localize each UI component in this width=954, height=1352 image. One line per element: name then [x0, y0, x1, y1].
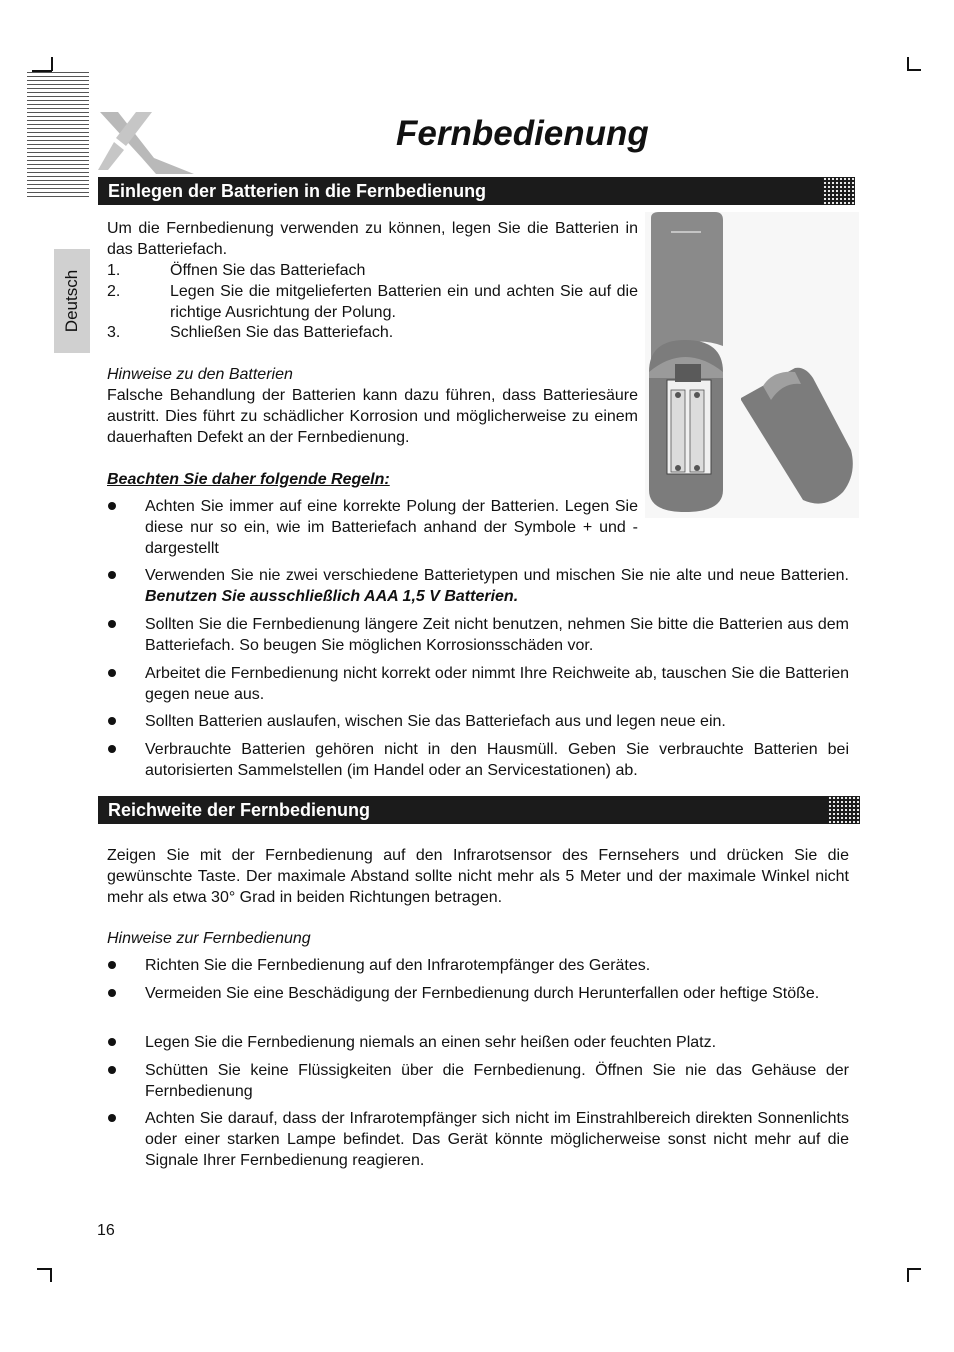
bullet-icon: [108, 502, 116, 510]
section-heading-batteries: [98, 177, 855, 205]
page-number: 16: [97, 1222, 115, 1239]
crop-mark-bottom-left-v: [50, 1268, 52, 1282]
remote-note: Richten Sie die Fernbedienung auf den Infrarotempfänger des Gerätes.: [145, 957, 651, 974]
crop-mark-top-right-h: [907, 69, 921, 71]
battery-rule: Arbeitet die Fernbedienung nicht korrekt oder nimmt Ihre Reichweite ab, tauschen Sie die Batterien gegen neue aus.: [145, 665, 849, 703]
language-tab: [54, 249, 90, 353]
remote-note: Legen Sie die Fernbedienung niemals an einen sehr heißen oder feuchten Platz.: [145, 1034, 717, 1051]
bullet-icon: [108, 620, 116, 628]
remote-notes-title: Hinweise zur Fernbedienung: [107, 930, 311, 947]
battery-rule: Verbrauchte Batterien gehören nicht in den Hausmüll. Geben Sie verbrauchte Batterien bei autorisierten Sammelstellen (im Handel oder an Servicestationen) ab.: [145, 741, 849, 779]
remote-note: Schütten Sie keine Flüssigkeiten über die Fernbedienung. Öffnen Sie nie das Gehäuse der Fernbedienung: [145, 1062, 849, 1100]
battery-notes-text: Falsche Behandlung der Batterien kann dazu führen, dass Batteriesäure austritt. Dies führt zu schädlicher Korrosion und möglicherweise zu einem dauerhaften Defekt an der Fernbedienung.: [107, 387, 638, 446]
bullet-icon: [108, 1114, 116, 1122]
bullet-icon: [108, 989, 116, 997]
x-logo-icon: [96, 108, 196, 176]
section1-intro: Um die Fernbedienung verwenden zu können, legen Sie die Batterien in das Batteriefach.: [107, 220, 638, 258]
crop-mark-bottom-right-v: [907, 1268, 909, 1282]
rules-title: Beachten Sie daher folgende Regeln:: [107, 471, 390, 488]
step-number: 1.: [107, 262, 121, 279]
step-number: 3.: [107, 324, 121, 341]
remote-note: Achten Sie darauf, dass der Infrarotempfänger sich nicht im Einstrahlbereich direkten Sonnenlichts oder einer starken Lampe befindet. Das Gerät könnte möglicherweise sonst nicht mehr auf die Signale Ihrer Fernbedienung reagieren.: [145, 1110, 849, 1169]
battery-notes-title: Hinweise zu den Batterien: [107, 366, 293, 383]
battery-rule: Sollten Sie die Fernbedienung längere Zeit nicht benutzen, nehmen Sie bitte die Batterien aus dem Batteriefach. So beugen Sie möglichen Korrosionsschäden vor.: [145, 616, 849, 654]
bullet-icon: [108, 1038, 116, 1046]
page-title: Fernbedienung: [396, 114, 649, 153]
section2-intro: Zeigen Sie mit der Fernbedienung auf den Infrarotsensor des Fernsehers und drücken Sie die gewünschte Taste. Der maximale Abstand sollte nicht mehr als 5 Meter und der maximale Winkel nicht mehr als etwa 30° Grad in beiden Richtungen betragen.: [107, 847, 849, 906]
remote-battery-illustration-icon: [645, 212, 859, 518]
bullet-icon: [108, 1066, 116, 1074]
bullet-icon: [108, 669, 116, 677]
bullet-icon: [108, 717, 116, 725]
language-tab-label: Deutsch: [62, 269, 81, 333]
battery-rule: Sollten Batterien auslaufen, wischen Sie das Batteriefach aus und legen neue ein.: [145, 713, 726, 730]
section-heading-batteries-label: Einlegen der Batterien in die Fernbedienung: [108, 181, 487, 201]
battery-rule-emphasis: Benutzen Sie ausschließlich AAA 1,5 V Batterien.: [145, 588, 519, 605]
battery-rule: Achten Sie immer auf eine korrekte Polung der Batterien. Legen Sie diese nur so ein, wie im Batteriefach anhand der Symbole + und - dargestellt: [145, 498, 638, 557]
step-text: Schließen Sie das Batteriefach.: [170, 324, 394, 341]
crop-mark-bottom-left: [37, 1268, 51, 1270]
crop-mark-top-left-v: [51, 57, 53, 71]
bullet-icon: [108, 961, 116, 969]
section-heading-range-label: Reichweite der Fernbedienung: [108, 800, 371, 820]
battery-rule: [145, 565, 849, 607]
step-text: Öffnen Sie das Batteriefach: [170, 262, 366, 279]
battery-rule-text: Verwenden Sie nie zwei verschiedene Batterietypen und mischen Sie nie alte und neue Batterien.: [145, 567, 849, 584]
step-text: Legen Sie die mitgelieferten Batterien ein und achten Sie auf die richtige Ausrichtung der Polung.: [170, 283, 638, 321]
remote-note: Vermeiden Sie eine Beschädigung der Fernbedienung durch Herunterfallen oder heftige Stöße.: [145, 985, 820, 1002]
heading-dots-decoration: [823, 177, 855, 205]
bullet-icon: [108, 745, 116, 753]
heading-dots-decoration: [828, 796, 860, 824]
bullet-icon: [108, 571, 116, 579]
section-heading-range: [98, 796, 860, 824]
crop-mark-bottom-right: [907, 1268, 921, 1270]
header-stripes: [27, 72, 89, 200]
step-number: 2.: [107, 283, 121, 300]
